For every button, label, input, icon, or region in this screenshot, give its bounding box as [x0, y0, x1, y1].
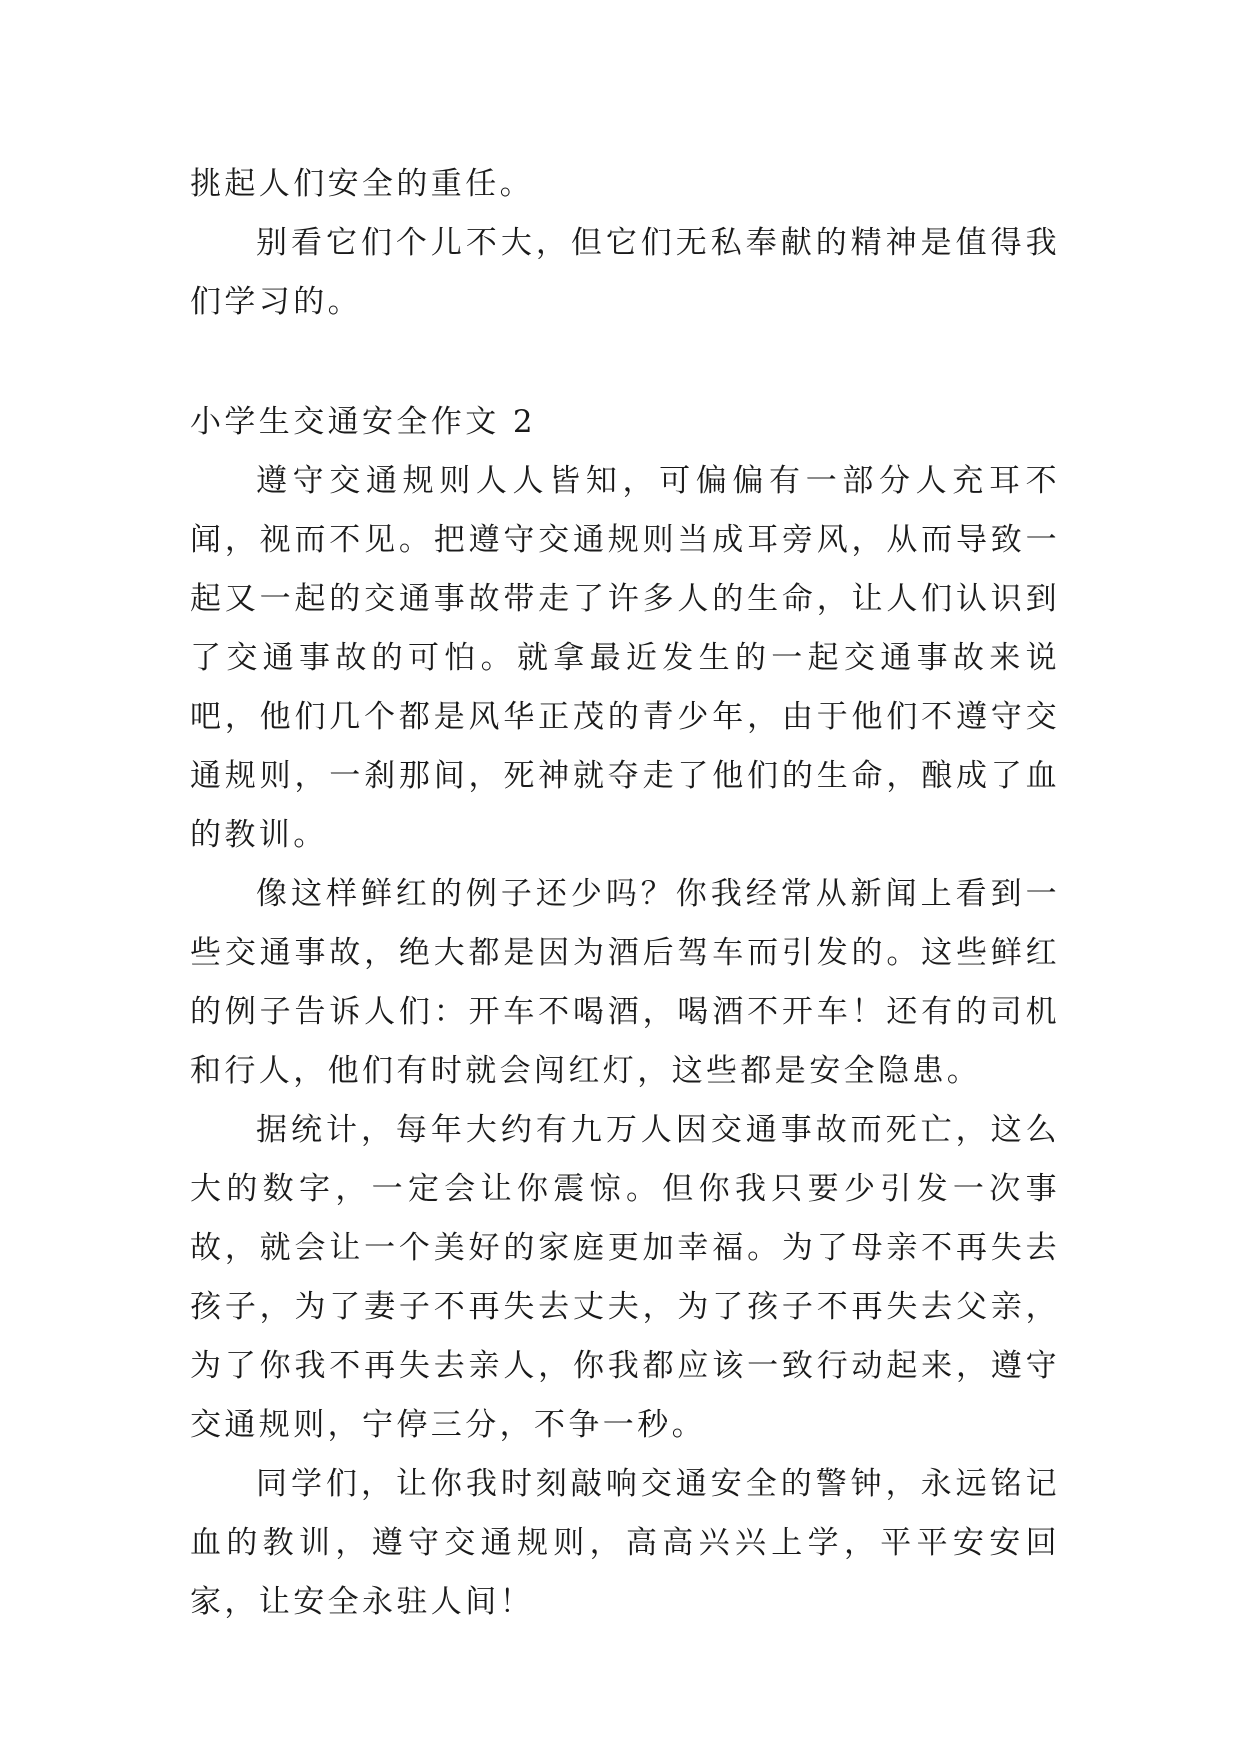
- paragraph-1: 遵守交通规则人人皆知，可偏偏有一部分人充耳不闻，视而不见。把遵守交通规则当成耳旁风，从而导致一起又一起的交通事故带走了许多人的生命，让人们认识到了交通事故的可怕。就拿最近发生的一起交通事故来说吧，他们几个都是风华正茂的青少年，由于他们不遵守交通规则，一刹那间，死神就夺走了他们的生命，酿成了血的教训。: [190, 463, 1060, 853]
- intro-closing-paragraph: 别看它们个儿不大，但它们无私奉献的精神是值得我们学习的。: [190, 225, 1060, 320]
- paragraph-3: 据统计，每年大约有九万人因交通事故而死亡，这么大的数字，一定会让你震惊。但你我只要少引发一次事故，就会让一个美好的家庭更加幸福。为了母亲不再失去孩子，为了妻子不再失去丈夫，为了孩子不再失去父亲，为了你我不再失去亲人，你我都应该一致行动起来，遵守交通规则，宁停三分，不争一秒。: [190, 1112, 1060, 1443]
- paragraph-4: 同学们，让你我时刻敲响交通安全的警钟，永远铭记血的教训，遵守交通规则，高高兴兴上学，平平安安回家，让安全永驻人间！: [190, 1466, 1060, 1620]
- continued-paragraph: 挑起人们安全的重任。: [190, 166, 534, 202]
- paragraph-2: 像这样鲜红的例子还少吗？你我经常从新闻上看到一些交通事故，绝大都是因为酒后驾车而引发的。这些鲜红的例子告诉人们：开车不喝酒，喝酒不开车！还有的司机和行人，他们有时就会闯红灯，这些都是安全隐患。: [190, 876, 1060, 1089]
- document-body: [190, 155, 1060, 1632]
- section-gap: [190, 332, 1060, 393]
- section-title: 小学生交通安全作文 2: [190, 404, 536, 440]
